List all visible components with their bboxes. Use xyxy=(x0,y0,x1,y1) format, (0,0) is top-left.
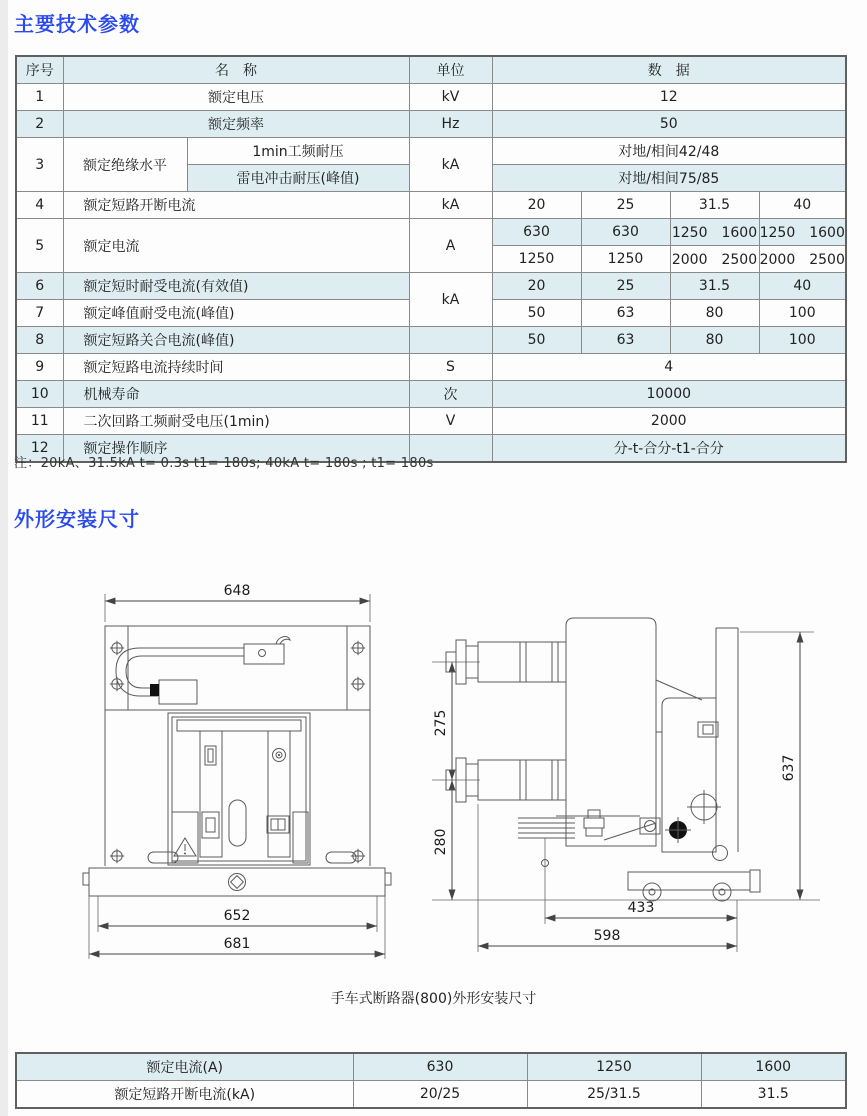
table-row xyxy=(16,1053,846,1081)
indicator-dial-icon xyxy=(273,749,286,762)
cell: 1min工频耐压 xyxy=(187,138,409,165)
table-row xyxy=(16,192,846,219)
cell: 额定短时耐受电流(有效值) xyxy=(63,273,409,300)
current-rating-table xyxy=(15,1052,847,1109)
cell: 5 xyxy=(16,219,63,273)
wheel-icon xyxy=(643,883,661,901)
header-unit: 单位 xyxy=(409,56,492,84)
table-row xyxy=(16,327,846,354)
svg-text:637: 637 xyxy=(781,754,797,782)
cell: 630 xyxy=(581,219,670,246)
cell: 1250 xyxy=(527,1053,701,1081)
cell: kA xyxy=(409,138,492,192)
cell: 25/31.5 xyxy=(527,1081,701,1109)
cell: 额定短路关合电流(峰值) xyxy=(63,327,409,354)
header-name: 名 称 xyxy=(63,56,409,84)
cell: 分-t-合分-t1-合分 xyxy=(492,435,846,463)
cell: 额定电压 xyxy=(63,84,409,111)
cell: 1250 1600 xyxy=(759,219,846,246)
cell: 100 xyxy=(759,300,846,327)
header-no: 序号 xyxy=(16,56,63,84)
cell: 机械寿命 xyxy=(63,381,409,408)
table-row xyxy=(16,1081,846,1109)
cell: 额定电流(A) xyxy=(16,1053,353,1081)
dim-total-height xyxy=(781,632,800,900)
screw-icon xyxy=(351,677,365,691)
cell: 10 xyxy=(16,381,63,408)
handle-slot-icon xyxy=(326,852,356,863)
cell: 2000 xyxy=(492,408,846,435)
pole-housing-outline xyxy=(566,618,656,846)
dim-front-top xyxy=(105,583,370,622)
section-title-parameters: 主要技术参数 xyxy=(14,12,140,36)
cell: 31.5 xyxy=(670,273,759,300)
cell: 雷电冲击耐压(峰值) xyxy=(187,165,409,192)
cell: 额定短路电流持续时间 xyxy=(63,354,409,381)
section-title-dimensions: 外形安装尺寸 xyxy=(14,507,140,531)
cell: 11 xyxy=(16,408,63,435)
chassis-trolley xyxy=(628,870,760,901)
table-row xyxy=(16,381,846,408)
svg-text:652: 652 xyxy=(223,908,251,924)
interlock-fittings-icon xyxy=(556,810,660,840)
warning-triangle-icon xyxy=(174,838,196,856)
cell: Hz xyxy=(409,111,492,138)
cell: 1250 xyxy=(581,246,670,273)
cell: 额定短路开断电流 xyxy=(63,192,409,219)
cell: 7 xyxy=(16,300,63,327)
screw-icon xyxy=(110,849,124,863)
dim-front-bottom xyxy=(89,936,385,954)
cell xyxy=(409,327,492,354)
cell: 4 xyxy=(492,354,846,381)
cell: 20 xyxy=(492,273,581,300)
table-row xyxy=(16,84,846,111)
operation-shaft-icon xyxy=(665,817,691,843)
screw-icon xyxy=(351,641,365,655)
screw-icon xyxy=(351,849,365,863)
svg-text:648: 648 xyxy=(223,583,251,599)
cell: 25 xyxy=(581,192,670,219)
cell: 1 xyxy=(16,84,63,111)
cell: 630 xyxy=(492,219,581,246)
table-row xyxy=(16,408,846,435)
cell: 25 xyxy=(581,273,670,300)
dim-pole-to-base xyxy=(433,780,452,900)
dim-overall-depth xyxy=(478,928,737,946)
table-row xyxy=(16,354,846,381)
svg-text:598: 598 xyxy=(593,928,621,944)
cell: 20/25 xyxy=(353,1081,527,1109)
header-data: 数 据 xyxy=(492,56,846,84)
cell: 9 xyxy=(16,354,63,381)
dim-pole-gap xyxy=(433,662,452,780)
cell: 40 xyxy=(759,192,846,219)
svg-text:681: 681 xyxy=(223,936,251,952)
cell: S xyxy=(409,354,492,381)
cell: 10000 xyxy=(492,381,846,408)
mechanism-panel xyxy=(656,698,728,861)
cell: 1250 1600 xyxy=(670,219,759,246)
table-row xyxy=(16,138,846,165)
cell: 80 xyxy=(670,300,759,327)
cell: 50 xyxy=(492,327,581,354)
cell: 额定绝缘水平 xyxy=(63,138,187,192)
cell: 31.5 xyxy=(701,1081,846,1109)
cell: 额定峰值耐受电流(峰值) xyxy=(63,300,409,327)
table-row xyxy=(16,273,846,300)
table-header-row xyxy=(16,56,846,84)
cell: 对地/相间42/48 xyxy=(492,138,846,165)
cell: 4 xyxy=(16,192,63,219)
cell: V xyxy=(409,408,492,435)
cell: 6 xyxy=(16,273,63,300)
cell: 额定电流 xyxy=(63,219,409,273)
drawing-caption: 手车式断路器(800)外形安装尺寸 xyxy=(330,991,537,1007)
cell: 80 xyxy=(670,327,759,354)
side-view-drawing xyxy=(432,618,820,952)
svg-text:280: 280 xyxy=(433,828,449,856)
cell: 40 xyxy=(759,273,846,300)
cell: 50 xyxy=(492,111,846,138)
front-view-drawing xyxy=(83,583,391,959)
cell: 12 xyxy=(16,435,63,463)
cell: 20 xyxy=(492,192,581,219)
cell: 63 xyxy=(581,327,670,354)
svg-text:275: 275 xyxy=(433,709,449,737)
breaker-front-panel xyxy=(168,713,310,865)
svg-text:433: 433 xyxy=(627,900,655,916)
cell: 12 xyxy=(492,84,846,111)
diamond-lock-icon xyxy=(229,874,246,891)
cell: 1600 xyxy=(701,1053,846,1081)
cell: 额定频率 xyxy=(63,111,409,138)
table-footnote: 注：20kA、31.5kA t= 0.3s t1= 180s; 40kA t= 180s ; t1= 180s xyxy=(14,456,434,471)
hole-icon xyxy=(713,846,728,861)
cell: A xyxy=(409,219,492,273)
cable-loop-icon xyxy=(116,637,290,704)
cell: 31.5 xyxy=(670,192,759,219)
cell: kA xyxy=(409,273,492,327)
cell: kA xyxy=(409,192,492,219)
cell: 63 xyxy=(581,300,670,327)
dim-chassis-width xyxy=(545,900,737,918)
wheel-icon xyxy=(713,883,731,901)
cell: 1250 xyxy=(492,246,581,273)
cell: 对地/相间75/85 xyxy=(492,165,846,192)
cell: 二次回路工频耐受电压(1min) xyxy=(63,408,409,435)
cell: 630 xyxy=(353,1053,527,1081)
installation-dimension-drawing xyxy=(0,560,867,975)
cell: 次 xyxy=(409,381,492,408)
cell: 50 xyxy=(492,300,581,327)
cell: 3 xyxy=(16,138,63,192)
cell: 8 xyxy=(16,327,63,354)
cell: 2 xyxy=(16,111,63,138)
dim-front-mid xyxy=(98,908,377,926)
cell: 2000 2500 xyxy=(759,246,846,273)
cell: 额定短路开断电流(kA) xyxy=(16,1081,353,1109)
cell: 额定操作顺序 xyxy=(63,435,409,463)
table-row xyxy=(16,111,846,138)
cell: 2000 2500 xyxy=(670,246,759,273)
cell: 100 xyxy=(759,327,846,354)
table-row xyxy=(16,219,846,246)
main-parameters-table xyxy=(15,55,847,463)
cell: kV xyxy=(409,84,492,111)
